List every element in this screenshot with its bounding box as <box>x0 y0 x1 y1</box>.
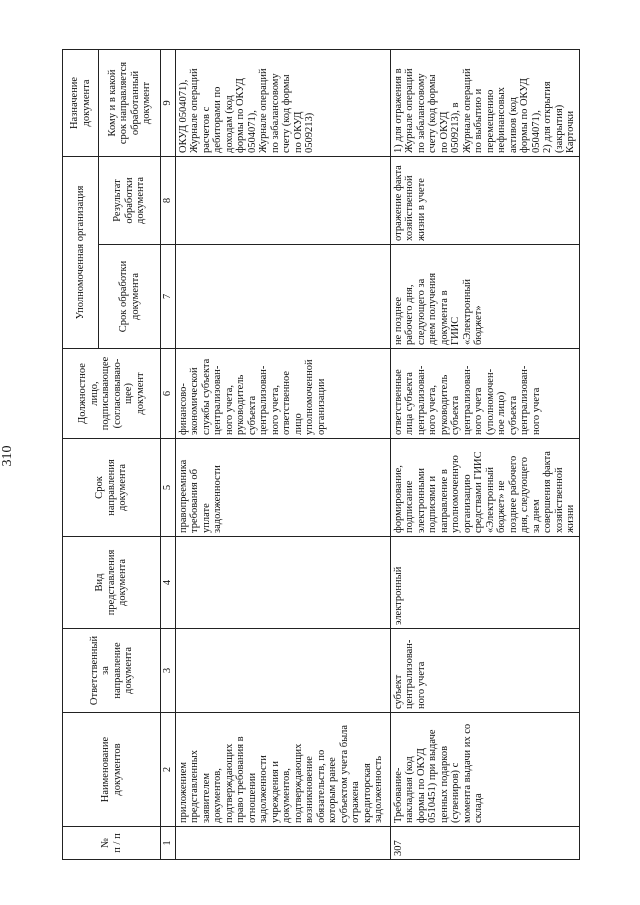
column-number: 5 <box>161 439 176 537</box>
cell-number <box>175 827 390 860</box>
column-number: 9 <box>161 50 176 157</box>
column-number: 3 <box>161 629 176 713</box>
column-number: 1 <box>161 827 176 860</box>
header-processing-term: Срок обработки документа <box>99 245 161 349</box>
cell-processing-result: отражение факта хозяйственной жизни в учете <box>390 157 579 245</box>
cell-presentation-type <box>175 537 390 629</box>
cell-signing-official: ответственные лица субъекта централизован- ного учета, руководитель субъекта централизован- ного учета (уполномочен- ное лицо) субъекта централизован- ного учета <box>390 349 579 439</box>
cell-responsible <box>175 629 390 713</box>
rotated-table-container <box>62 50 582 860</box>
cell-number: 307 <box>390 827 579 860</box>
cell-processing-result <box>175 157 390 245</box>
column-number: 7 <box>161 245 176 349</box>
header-presentation-type: Вид представления документа <box>63 537 161 629</box>
header-document-purpose: Назначение документа <box>63 50 99 157</box>
column-number: 6 <box>161 349 176 439</box>
table-row <box>175 50 390 860</box>
header-authorized-organization: Уполномоченная организация <box>63 157 99 349</box>
cell-processing-term <box>175 245 390 349</box>
cell-presentation-type: электронный <box>390 537 579 629</box>
document-flow-table <box>62 49 580 860</box>
header-processing-result: Результат обработки документа <box>99 157 161 245</box>
column-number: 8 <box>161 157 176 245</box>
cell-responsible: субъект централизован- ного учета <box>390 629 579 713</box>
header-responsible: Ответственный за направление документа <box>63 629 161 713</box>
cell-document-name: Требование- накладная (код формы по ОКУД 0510451) при выдаче ценных подарков (сувениров) с момента выдачи их со склада <box>390 713 579 827</box>
header-submission-term: Срок направления документа <box>63 439 161 537</box>
cell-document-name: приложением представленных заявителем документов, подтверждающих право требования в отношении задолженности учреждения и документов, подтверждающих возникновение обязательств, по которым ранее субъектом учета была отражена кредиторская задолженность <box>175 713 390 827</box>
page-number: 310 <box>0 445 15 467</box>
cell-submission-term: правопреемника требования об уплате задолженности <box>175 439 390 537</box>
column-number: 4 <box>161 537 176 629</box>
header-signing-official: Должностное лицо, подписывающее (согласовываю- щее) документ <box>63 349 161 439</box>
cell-recipient: 1) для отражения в Журнале операций по забалансовому счету (код формы по ОКУД 0509213), в Журнале операций по выбытию и перемещению нефинансовых активов (код формы по ОКУД 0504071), 2) для открытия (закрытия) Карточки <box>390 50 579 157</box>
cell-recipient: ОКУД 0504071), Журнале операций расчетов с дебиторами по доходам (код формы по ОКУД 0504071), Журнале операций по забалансовому счету (код формы по ОКУД 0509213) <box>175 50 390 157</box>
column-number: 2 <box>161 713 176 827</box>
header-number: № п / п <box>63 827 161 860</box>
table-row <box>390 50 579 860</box>
cell-submission-term: формирование, подписание электронными подписями и направление в уполномоченную организацию средствами ГИИС «Электронный бюджет» не позднее рабочего дня, следующего за днем совершения факта хозяйственной жизни <box>390 439 579 537</box>
cell-processing-term: не позднее рабочего дня, следующего за днем получения документа в ГИИС «Электронный бюджет» <box>390 245 579 349</box>
header-recipient: Кому и в какой срок направляется обработанный документ <box>99 50 161 157</box>
cell-signing-official: финансово- экономической службы субъекта централизован- ного учета, руководитель субъекта централизован- ного учета, ответственное лицо уполномоченной организации <box>175 349 390 439</box>
header-document-name: Наименование документов <box>63 713 161 827</box>
